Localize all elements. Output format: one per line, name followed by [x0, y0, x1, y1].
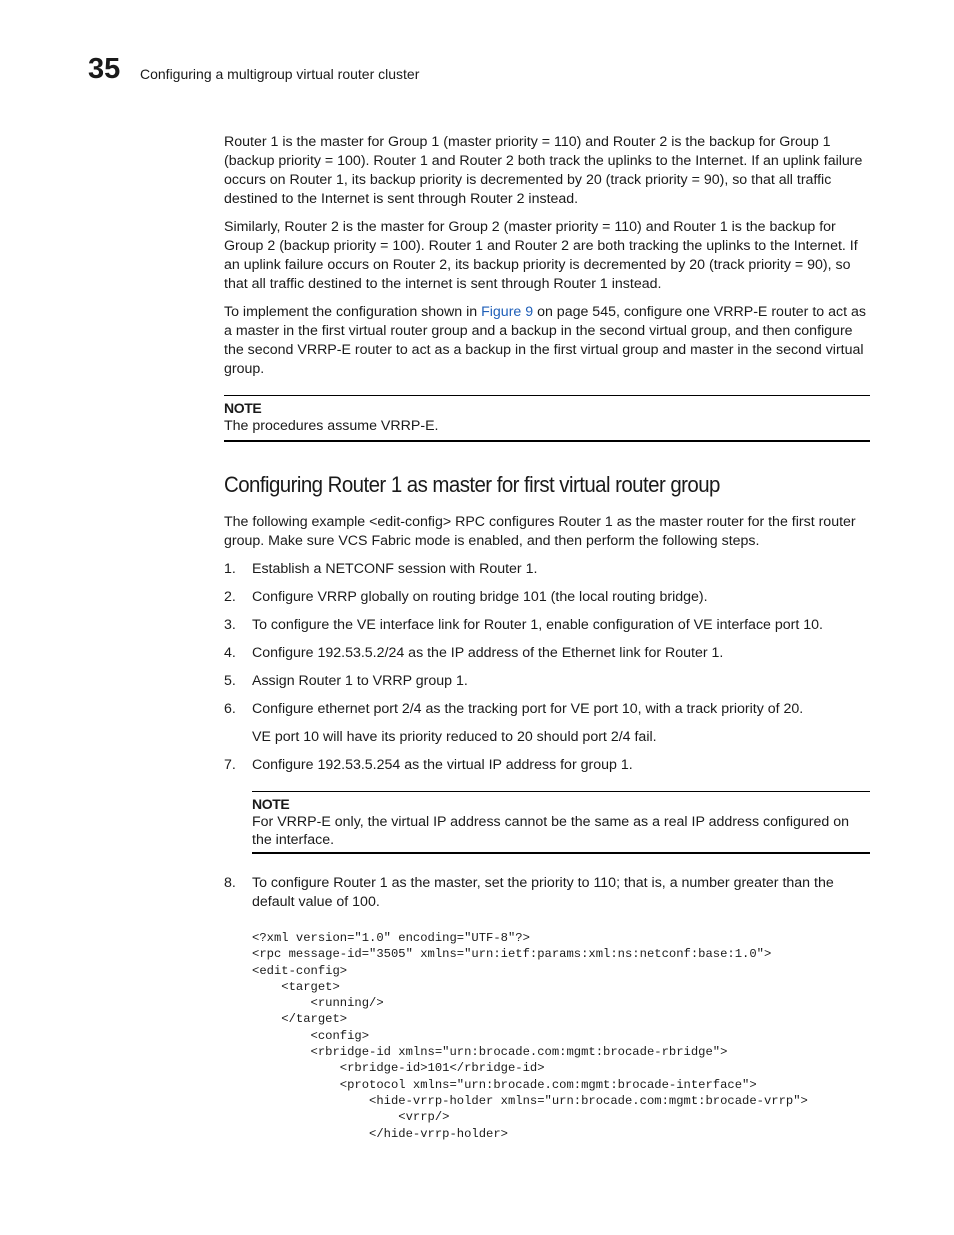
step-text: Establish a NETCONF session with Router 1. [252, 561, 538, 577]
chapter-title: Configuring a multigroup virtual router cluster [140, 66, 420, 82]
intro-paragraph-2: Similarly, Router 2 is the master for Group 2 (master priority = 110) and Router 1 is the backup for Group 2 (backup priority = 100). Router 1 and Router 2 are both tracking the uplinks to the Internet. If an uplink failure occurs on Router 2, its backup priority is decremented by 20 (track priority = 90), so that all traffic destined to the internet is sent through Router 1 instead. [224, 219, 858, 292]
intro-paragraph-3 [224, 303, 870, 379]
step-2 [224, 588, 870, 607]
steps-list-continued [224, 874, 870, 912]
figure-link[interactable]: Figure 9 [481, 304, 534, 320]
step-7 [224, 756, 870, 775]
step-5 [224, 672, 870, 691]
intro-paragraph-1: Router 1 is the master for Group 1 (master priority = 110) and Router 2 is the backup for Group 1 (backup priority = 100). Router 1 and Router 2 both track the uplinks to the Internet. If an uplink failure occurs on Router 1, its backup priority is decremented by 20 (track priority = 90), so that all traffic destined to the Internet is sent through Router 2 instead. [224, 134, 863, 207]
step-number: 3. [224, 617, 236, 633]
step-number: 6. [224, 701, 236, 717]
section-intro: The following example <edit-config> RPC configures Router 1 as the master router for the first router group. Make sure VCS Fabric mode is enabled, and then perform the following steps. [224, 514, 856, 549]
note-box [224, 395, 870, 442]
note-text: The procedures assume VRRP-E. [224, 418, 439, 434]
step-6-detail: VE port 10 will have its priority reduced to 20 should port 2/4 fail. [252, 729, 657, 745]
step-text: Configure 192.53.5.2/24 as the IP address of the Ethernet link for Router 1. [252, 645, 724, 661]
intro-paragraph-3-end: on page 545, configure one VRRP-E router to act as a master in the first virtual router group and a backup in the second virtual group, and then configure the second VRRP-E router to act as a backup in the first virtual group and master in the second virtual group. [224, 304, 866, 377]
step-number: 5. [224, 673, 236, 689]
step-number: 8. [224, 875, 236, 891]
intro-paragraph-3-start: To implement the configuration shown in [224, 304, 482, 320]
note-label: NOTE [224, 400, 262, 416]
section-heading: Configuring Router 1 as master for first virtual router group [224, 472, 720, 497]
step-text: Assign Router 1 to VRRP group 1. [252, 673, 468, 689]
step-number: 4. [224, 645, 236, 661]
note-text: For VRRP-E only, the virtual IP address cannot be the same as a real IP address configured on the interface. [252, 814, 849, 848]
xml-code-block: <?xml version="1.0" encoding="UTF-8"?> <rpc message-id="3505" xmlns="urn:ietf:params:xml:ns:netconf:base:1.0"> <edit-config> <target> <running/> </target> <config> <rbridge-id xmlns="urn:brocade.com:mgmt:brocade-rbridge"> <rbridge-id>101</rbridge-id> <protocol xmlns="urn:brocade.com:mgmt:brocade-interface"> <hide-vrrp-holder xmlns="urn:brocade.com:mgmt:brocade-vrrp"> <vrrp/> </hide-vrrp-holder> [252, 931, 808, 1141]
note-label: NOTE [252, 796, 290, 812]
chapter-number: 35 [88, 53, 121, 85]
step-number: 2. [224, 589, 236, 605]
step-text: Configure 192.53.5.254 as the virtual IP address for group 1. [252, 757, 633, 773]
vrrp-e-note-box [252, 791, 870, 854]
step-text: To configure the VE interface link for Router 1, enable configuration of VE interface port 10. [252, 617, 823, 633]
step-number: 7. [224, 757, 236, 773]
step-text: Configure VRRP globally on routing bridge 101 (the local routing bridge). [252, 589, 708, 605]
page-content [224, 133, 870, 1142]
step-text: Configure ethernet port 2/4 as the tracking port for VE port 10, with a track priority of 20. [252, 701, 804, 717]
step-4 [224, 644, 870, 663]
step-number: 1. [224, 561, 236, 577]
step-6 [224, 700, 870, 719]
step-8 [224, 874, 870, 912]
step-3 [224, 616, 870, 635]
steps-list [224, 560, 870, 775]
step-1 [224, 560, 870, 579]
step-text: To configure Router 1 as the master, set the priority to 110; that is, a number greater than the default value of 100. [252, 875, 834, 910]
